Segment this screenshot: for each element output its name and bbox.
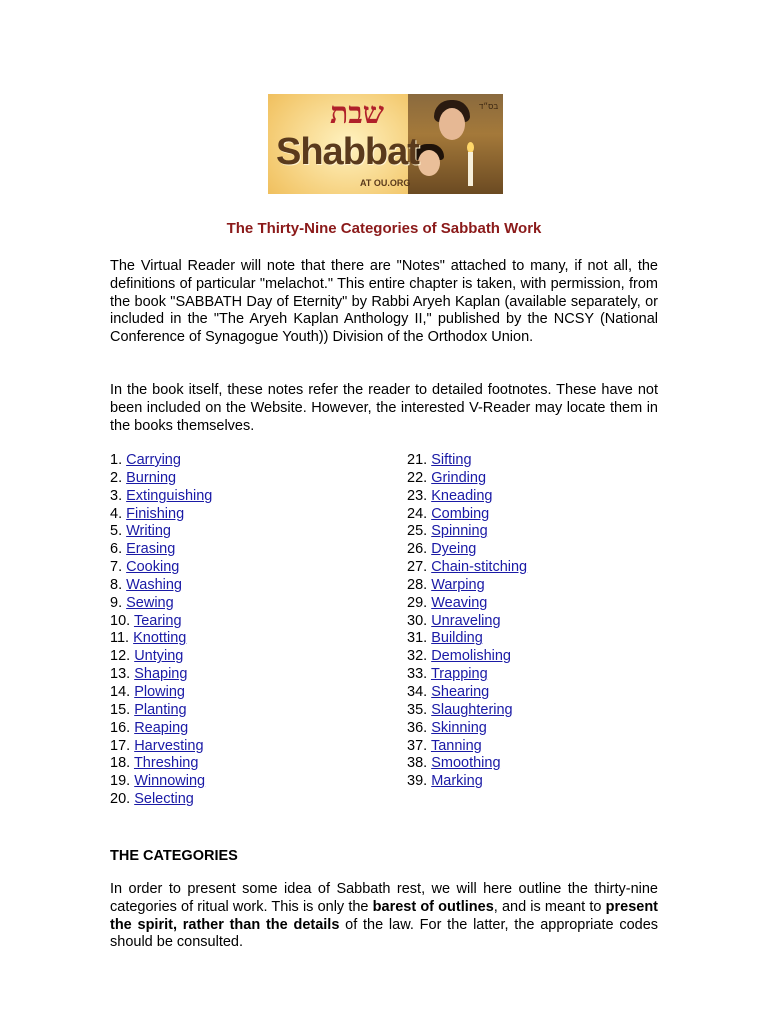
outline-text-2: , and is meant to: [493, 898, 606, 915]
category-list-item: [110, 666, 370, 684]
category-number: 23.: [407, 487, 428, 504]
category-list-item: [407, 666, 667, 684]
category-list-item: [110, 470, 370, 488]
category-number: 21.: [407, 452, 428, 468]
category-link[interactable]: Spinning: [431, 523, 488, 540]
category-number: 14.: [110, 683, 131, 700]
category-list-item: [407, 684, 667, 702]
category-number: 34.: [407, 683, 428, 700]
category-number: 37.: [407, 737, 428, 754]
category-link[interactable]: Dyeing: [431, 541, 477, 558]
category-number: 17.: [110, 737, 131, 754]
category-number: 1.: [110, 452, 123, 468]
intro-paragraph: The Virtual Reader will note that there are "Notes" attached to many, if not all, the definitions of particular "melachot." This entire chapter is taken, with permission, from the book "SABBATH Day of Eternity" by Rabbi Aryeh Kaplan (available separately, or included in the "The Aryeh Kaplan Anthology II," published by the NCSY (National Conference of Synagogue Youth)) Division of the Orthodox Union.: [110, 258, 658, 346]
banner-hebrew-text: שבת: [330, 96, 384, 131]
category-link[interactable]: Untying: [134, 648, 184, 665]
category-list-item: [110, 595, 370, 613]
category-link[interactable]: Carrying: [126, 452, 181, 468]
category-link[interactable]: Grinding: [431, 469, 487, 486]
category-list-item: [407, 523, 667, 541]
category-number: 29.: [407, 594, 428, 611]
category-number: 24.: [407, 505, 428, 522]
category-link[interactable]: Shaping: [134, 666, 188, 683]
category-number: 8.: [110, 576, 123, 593]
category-number: 7.: [110, 559, 123, 576]
category-list-item: [407, 470, 667, 488]
category-link[interactable]: Reaping: [134, 719, 189, 736]
category-number: 15.: [110, 701, 131, 718]
category-list-item: [110, 506, 370, 524]
category-link[interactable]: Winnowing: [134, 773, 206, 790]
shabbat-banner-image: [268, 94, 503, 194]
category-link[interactable]: Writing: [126, 523, 171, 540]
category-number: 27.: [407, 559, 428, 576]
category-link[interactable]: Trapping: [430, 666, 488, 683]
category-link[interactable]: Knotting: [133, 630, 187, 647]
category-list-item: [407, 613, 667, 631]
category-link[interactable]: Tearing: [133, 612, 182, 629]
category-number: 11.: [110, 630, 130, 647]
banner-site-text: AT OU.ORG: [360, 178, 411, 188]
category-number: 18.: [110, 755, 131, 772]
category-number: 12.: [110, 648, 131, 665]
category-number: 20.: [110, 791, 131, 808]
category-number: 3.: [110, 487, 123, 504]
category-link[interactable]: Selecting: [134, 791, 194, 808]
category-link[interactable]: Kneading: [431, 487, 493, 504]
category-number: 10.: [110, 612, 131, 629]
category-link[interactable]: Unraveling: [431, 612, 501, 629]
category-link[interactable]: Weaving: [431, 594, 488, 611]
category-list-item: [407, 720, 667, 738]
category-link[interactable]: Shearing: [431, 683, 490, 700]
category-list-item: [110, 773, 370, 791]
category-number: 2.: [110, 469, 123, 486]
category-list-item: [110, 541, 370, 559]
category-list-item: [110, 648, 370, 666]
category-number: 25.: [407, 523, 428, 540]
category-list-item: [407, 648, 667, 666]
category-link[interactable]: Combing: [431, 505, 490, 522]
category-link[interactable]: Threshing: [133, 755, 199, 772]
category-list-item: [110, 523, 370, 541]
section-heading: THE CATEGORIES: [110, 848, 238, 864]
category-number: 33.: [407, 666, 428, 683]
category-list-item: [407, 755, 667, 773]
category-list-item: [407, 559, 667, 577]
category-number: 5.: [110, 523, 123, 540]
category-link[interactable]: Harvesting: [134, 737, 204, 754]
banner-bsd-text: בס״ד: [478, 102, 499, 111]
candle: [468, 152, 473, 186]
category-number: 31.: [407, 630, 428, 647]
category-link[interactable]: Planting: [134, 701, 187, 718]
outline-bold-2: present the spirit, rather than the details: [110, 898, 659, 933]
category-list-item: [110, 630, 370, 648]
category-link[interactable]: Extinguishing: [126, 487, 213, 504]
banner-title-text: Shabbat: [276, 131, 419, 173]
category-list-item: [110, 577, 370, 595]
category-list-item: [407, 506, 667, 524]
category-link[interactable]: Smoothing: [431, 755, 501, 772]
category-list-item: [407, 738, 667, 756]
footnotes-paragraph: In the book itself, these notes refer the reader to detailed footnotes. These have not been included on the Website. However, the interested V-Reader may locate them in the books themselves.: [110, 382, 658, 434]
category-list-item: [407, 488, 667, 506]
category-link[interactable]: Burning: [126, 469, 177, 486]
category-number: 38.: [407, 755, 428, 772]
woman-face: [439, 108, 465, 140]
category-number: 19.: [110, 773, 131, 790]
category-list-item: [110, 452, 370, 470]
category-list-item: [110, 702, 370, 720]
category-number: 9.: [110, 594, 123, 611]
category-list-item: [110, 684, 370, 702]
category-number: 4.: [110, 505, 123, 522]
outline-text-1: In order to present some idea of Sabbath rest, we will here outline the thirty-nine categories of ritual work. This is only the: [110, 881, 658, 915]
categories-list-right: [407, 452, 667, 791]
category-link[interactable]: Building: [431, 630, 483, 647]
category-link[interactable]: Sewing: [126, 594, 174, 611]
category-list-item: [407, 577, 667, 595]
category-link[interactable]: Washing: [126, 576, 183, 593]
category-list-item: [407, 702, 667, 720]
category-list-item: [110, 738, 370, 756]
category-link[interactable]: Plowing: [134, 683, 185, 700]
category-list-item: [407, 595, 667, 613]
category-list-item: [110, 488, 370, 506]
category-list-item: [110, 720, 370, 738]
category-list-item: [407, 773, 667, 791]
categories-list-left: [110, 452, 370, 809]
category-list-item: [110, 613, 370, 631]
category-link[interactable]: Marking: [431, 773, 483, 790]
category-link[interactable]: Cooking: [126, 559, 180, 576]
outline-text-3: of the law. For the latter, the appropriate codes should be consulted.: [110, 916, 659, 951]
category-number: 36.: [407, 719, 428, 736]
category-link[interactable]: Demolishing: [431, 648, 511, 665]
category-list-item: [110, 755, 370, 773]
category-list-item: [407, 452, 667, 470]
category-link[interactable]: Warping: [431, 576, 485, 593]
category-list-item: [110, 791, 370, 809]
category-number: 22.: [407, 469, 428, 486]
category-number: 28.: [407, 576, 428, 593]
category-number: 35.: [407, 701, 428, 718]
category-link[interactable]: Finishing: [126, 505, 185, 522]
category-number: 39.: [407, 773, 428, 790]
category-number: 13.: [110, 666, 131, 683]
category-link[interactable]: Erasing: [126, 541, 176, 558]
page-title: The Thirty-Nine Categories of Sabbath Work: [226, 220, 542, 237]
category-number: 16.: [110, 719, 131, 736]
outline-bold-1: barest of outlines: [372, 898, 494, 915]
category-link[interactable]: Skinning: [431, 719, 487, 736]
outline-paragraph: [110, 881, 658, 952]
category-list-item: [407, 630, 667, 648]
category-link[interactable]: Sifting: [431, 452, 472, 468]
category-link[interactable]: Chain-stitching: [431, 559, 528, 576]
category-link[interactable]: Tanning: [430, 737, 482, 754]
category-number: 30.: [407, 612, 428, 629]
category-list-item: [407, 541, 667, 559]
category-link[interactable]: Slaughtering: [431, 701, 513, 718]
category-list-item: [110, 559, 370, 577]
category-number: 6.: [110, 541, 123, 558]
category-number: 26.: [407, 541, 428, 558]
category-number: 32.: [407, 648, 428, 665]
